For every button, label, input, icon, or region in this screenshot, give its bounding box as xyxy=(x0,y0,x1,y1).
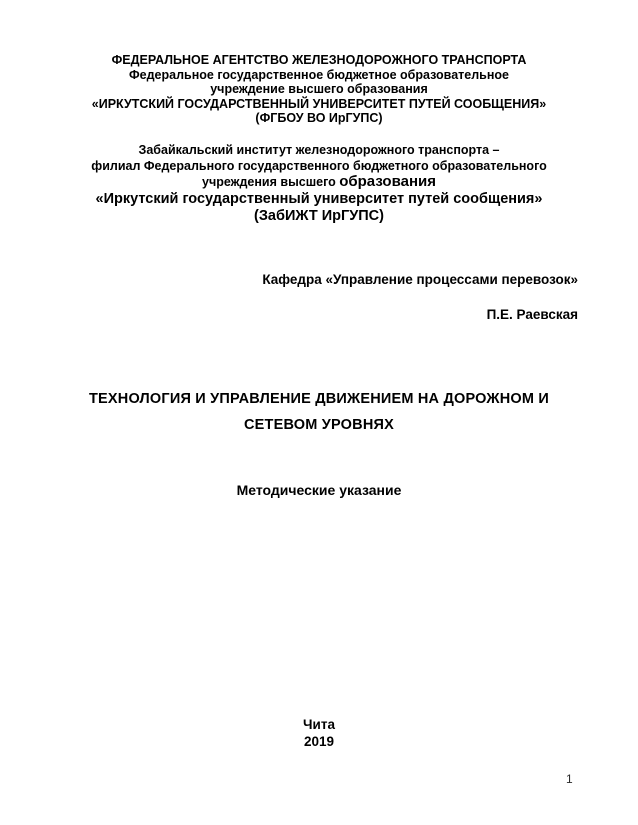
document-title-line-2: СЕТЕВОМ УРОВНЯХ xyxy=(244,417,394,433)
organization-header xyxy=(30,53,608,126)
header-institution-line-1: Федеральное государственное бюджетное образовательное xyxy=(129,67,509,82)
header-university-abbr: (ФГБОУ ВО ИрГУПС) xyxy=(255,111,383,125)
document-title-line-1: ТЕХНОЛОГИЯ И УПРАВЛЕНИЕ ДВИЖЕНИЕМ НА ДОРОЖНОМ И xyxy=(88,391,550,407)
institute-education-line xyxy=(30,174,608,191)
institute-branch-line: филиал Федерального государственного бюджетного образовательного xyxy=(91,158,547,173)
department-line: Кафедра «Управление процессами перевозок» xyxy=(262,272,578,287)
institute-name-line: Забайкальский институт железнодорожного транспорта – xyxy=(138,143,500,157)
imprint-block xyxy=(30,717,608,750)
institute-abbr: (ЗабИЖТ ИрГУПС) xyxy=(254,207,384,224)
document-subtitle: Методические указание xyxy=(236,482,402,498)
imprint-year: 2019 xyxy=(303,733,335,749)
header-agency-line: ФЕДЕРАЛЬНОЕ АГЕНТСТВО ЖЕЛЕЗНОДОРОЖНОГО ТРАНСПОРТА xyxy=(111,53,527,67)
document-title xyxy=(30,386,608,438)
page-number: 1 xyxy=(566,772,573,786)
institute-block xyxy=(30,143,608,225)
imprint-city: Чита xyxy=(303,717,335,732)
institute-education-large: образования xyxy=(339,173,436,190)
header-university-name: «ИРКУТСКИЙ ГОСУДАРСТВЕННЫЙ УНИВЕРСИТЕТ ПУТЕЙ СООБЩЕНИЯ» xyxy=(91,96,547,111)
institute-university-name: «Иркутский государственный университет путей сообщения» xyxy=(95,190,543,207)
author-name: П.Е. Раевская xyxy=(486,307,578,322)
header-institution-line-2: учреждение высшего образования xyxy=(210,82,428,96)
institute-education-small: учреждения высшего xyxy=(202,175,340,189)
